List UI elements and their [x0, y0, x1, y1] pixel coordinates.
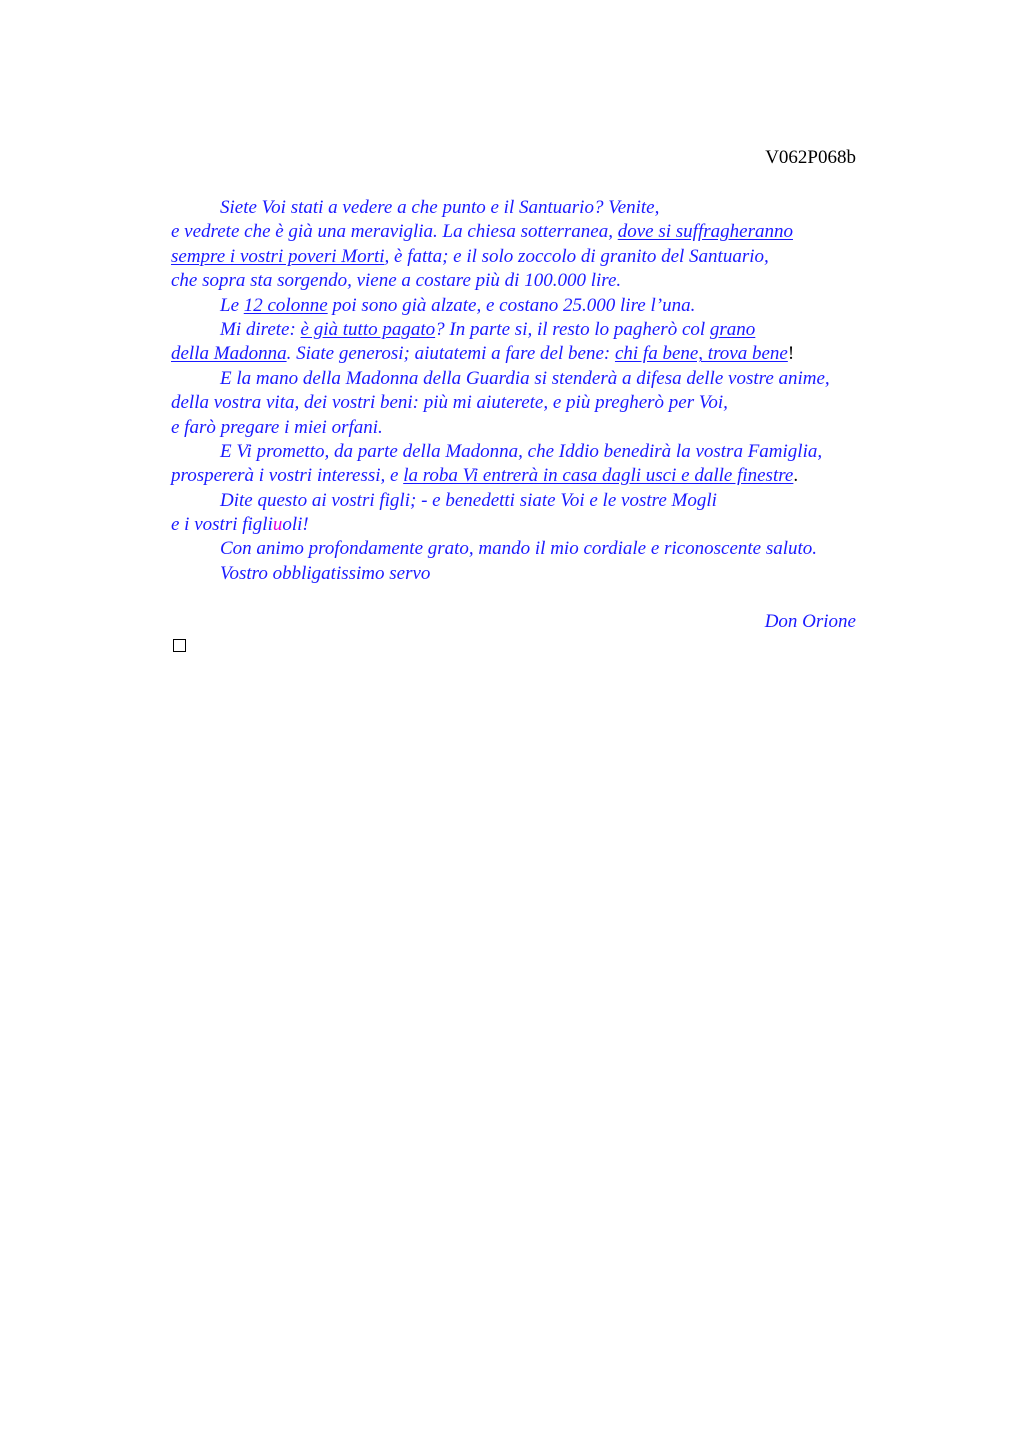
text-run: che sopra sta sorgendo, viene a costare più di 100.000 lire. — [171, 270, 622, 292]
underlined-text: chi fa bene, trova bene — [614, 343, 788, 365]
checkbox-symbol — [173, 639, 186, 652]
text-run: Con animo profondamente grato, mando il mio cordiale e riconoscente saluto. — [220, 538, 818, 560]
text-run: Vostro obbligatissimo servo — [220, 562, 431, 584]
letter-line — [171, 294, 911, 318]
punctuation: ! — [787, 343, 795, 365]
text-run: e farò pregare i miei orfani. — [171, 416, 383, 438]
punctuation: . — [793, 465, 799, 487]
text-run: oli! — [282, 514, 309, 536]
text-run: Le — [220, 294, 244, 316]
letter-line — [171, 196, 911, 220]
underlined-text: sempre i vostri poveri Morti — [171, 245, 385, 267]
letter-line — [171, 269, 911, 293]
underlined-text: è già tutto pagato — [300, 318, 436, 340]
text-run: . Siate generosi; aiutatemi a fare del bene: — [286, 343, 615, 365]
letter-body — [171, 196, 911, 586]
text-run: E Vi prometto, da parte della Madonna, che Iddio benedirà la vostra Famiglia, — [220, 440, 823, 462]
letter-line — [171, 391, 911, 415]
text-run: ? In parte si, il resto lo pagherò col — [435, 318, 710, 340]
letter-line — [171, 537, 911, 561]
text-run: e vedrete che è già una meraviglia. La chiesa sotterranea, — [171, 221, 618, 243]
letter-line — [171, 318, 911, 342]
text-run: della vostra vita, dei vostri beni: più mi aiuterete, e più pregherò per Voi, — [171, 392, 728, 414]
text-run: e i vostri figli — [171, 514, 273, 536]
signature: Don Orione — [764, 611, 856, 632]
letter-line — [171, 440, 911, 464]
underlined-text: la roba Vi entrerà in casa dagli usci e dalle finestre — [403, 465, 794, 487]
document-reference: V062P068b — [765, 147, 856, 168]
text-run: Siete Voi stati a vedere a che punto e il Santuario? Venite, — [220, 197, 660, 218]
letter-line — [171, 245, 911, 269]
underlined-text: della Madonna — [171, 343, 287, 365]
text-run: poi sono già alzate, e costano 25.000 lire l’una. — [327, 294, 696, 316]
letter-line — [171, 416, 911, 440]
letter-line — [171, 342, 911, 366]
text-run: , è fatta; e il solo zoccolo di granito del Santuario, — [384, 245, 769, 267]
letter-line — [171, 562, 911, 586]
underlined-text: grano — [709, 318, 756, 340]
letter-line — [171, 513, 911, 537]
text-run: E la mano della Madonna della Guardia si stenderà a difesa delle vostre anime, — [220, 367, 830, 389]
letter-line — [171, 367, 911, 391]
text-run: Dite questo ai vostri figli; - e benedetti siate Voi e le vostre Mogli — [220, 489, 717, 511]
underlined-text: 12 colonne — [243, 294, 328, 316]
text-run: Mi direte: — [220, 318, 301, 340]
letter-line — [171, 464, 911, 488]
underlined-text: dove si suffragheranno — [617, 221, 793, 243]
highlighted-letter: u — [272, 514, 283, 536]
text-run: prospererà i vostri interessi, e — [171, 465, 404, 487]
letter-line — [171, 489, 911, 513]
letter-line — [171, 220, 911, 244]
